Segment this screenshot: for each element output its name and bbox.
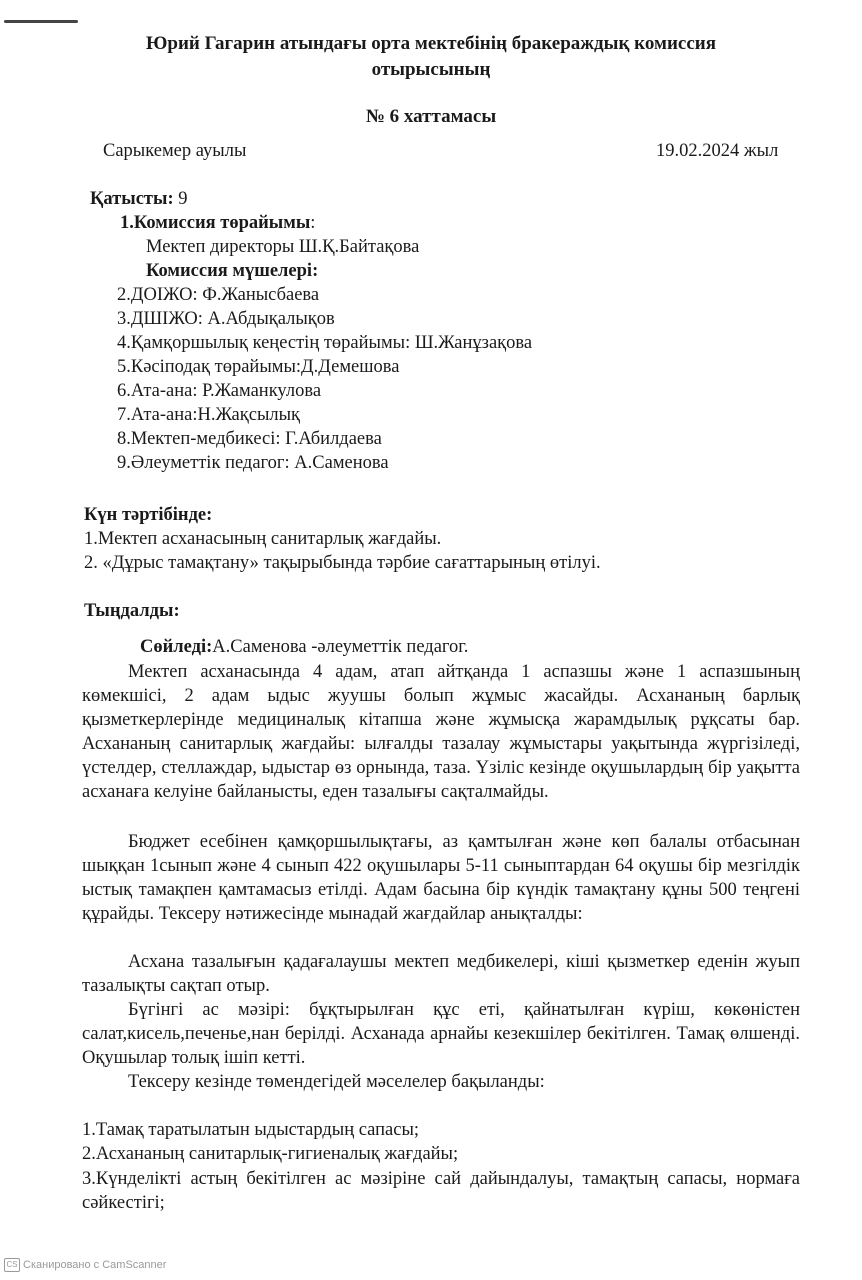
camscanner-logo-icon: CS (4, 1258, 20, 1272)
checklist-item: 1.Тамақ таратылатын ыдыстардың сапасы; (82, 1120, 420, 1140)
heard-label: Тыңдалды: (84, 601, 180, 621)
member-item: 6.Ата-ана: Р.Жаманкулова (117, 381, 322, 401)
protocol-date: 19.02.2024 жыл (656, 141, 779, 161)
scan-mark (4, 20, 78, 23)
paragraph: Мектеп асханасында 4 адам, атап айтқанда 1 аспазшы және 1 аспазшының көмекшісі, 2 адам ыдыс жуушы болып жұмыс жасайды. Асхананың барлық қызметкерлерінде медициналық кітапша және жұмысқа жарамдылық рұқсаты бар. Асхананың санитарлық жағдайы: ылғалды тазалау жұмыстары уақытында жүргізіледі, үстелдер, стеллаждар, ыдыстар өз орнында, таза. Үзіліс кезінде оқушылардың бір уақытта асханаға келуіне байланысты, еден тазалығы сақталмайды. (82, 662, 800, 802)
protocol-number: № 6 хаттамасы (365, 106, 497, 127)
agenda-item: 1.Мектеп асханасының санитарлық жағдайы. (84, 529, 442, 549)
speaker-name: А.Саменова -әлеуметтік педагог. (212, 637, 469, 657)
attendance-label: Қатысты: (90, 189, 174, 209)
agenda-label: Күн тәртібінде: (84, 505, 213, 525)
member-item: 7.Ата-ана:Н.Жақсылық (117, 405, 301, 425)
attendance-count: 9 (173, 189, 188, 209)
paragraph: Бүгінгі ас мәзірі: бұқтырылған құс еті, қайнатылған күріш, көкөністен салат,кисель,печенье,нан берілді. Асханада арнайы кезекшілер бекітілген. Тамақ өлшенді. Оқушылар толық ішіп кетті. (82, 1000, 800, 1068)
members-label: Комиссия мүшелері: (146, 261, 319, 281)
camscanner-watermark (4, 1258, 166, 1272)
document-title-line1: Юрий Гагарин атындағы орта мектебінің бракераждық комиссия (145, 33, 716, 54)
attendance-line (90, 188, 188, 211)
member-item: 5.Кәсіподақ төрайымы:Д.Демешова (117, 357, 400, 377)
member-item: 4.Қамқоршылық кеңестің төрайымы: Ш.Жанұзақова (117, 333, 533, 353)
paragraph: Тексеру кезінде төмендегідей мәселелер бақыланды: (128, 1072, 545, 1092)
member-item: 3.ДШІЖО: А.Абдықалықов (117, 309, 335, 329)
chair-colon: : (310, 213, 316, 233)
paragraph: Бюджет есебінен қамқоршылықтағы, аз қамтылған және көп балалы отбасынан шыққан 1сынып және 4 сынып 422 оқушылары 5-11 сыныптардан 64 оқушы бір мезгілдік ыстық тамақпен қамтамасыз етілді. Адам басына бір күндік тамақтану құны 500 теңгені құрайды. Тексеру нәтижесінде мынадай жағдайлар анықталды: (82, 832, 800, 924)
village-name: Сарыкемер ауылы (103, 141, 247, 161)
checklist-item: 2.Асхананың санитарлық-гигиеналық жағдайы; (82, 1144, 459, 1164)
chair-label: 1.Комиссия төрайымы (120, 213, 311, 233)
member-item: 8.Мектеп-медбикесі: Г.Абилдаева (117, 429, 382, 449)
member-item: 2.ДОІЖО: Ф.Жанысбаева (117, 285, 320, 305)
agenda-item: 2. «Дұрыс тамақтану» тақырыбында тәрбие сағаттарының өтілуі. (84, 553, 601, 573)
chair-name: Мектеп директоры Ш.Қ.Байтақова (146, 237, 420, 257)
checklist-item: 3.Күнделікті астың бекітілген ас мәзіріне сай дайындалуы, тамақтың сапасы, нормаға сәйкестігі; (82, 1169, 800, 1213)
member-item: 9.Әлеуметтік педагог: А.Саменова (117, 453, 389, 473)
paragraph: Асхана тазалығын қадағалаушы мектеп медбикелері, кіші қызметкер еденін жуып тазалықты сақтап отыр. (82, 952, 800, 996)
speaker-line (140, 636, 468, 659)
watermark-text: Сканировано с CamScanner (23, 1258, 167, 1271)
speaker-label: Сөйледі: (140, 637, 213, 657)
document-title-line2: отырысының (371, 59, 491, 80)
chair-line (120, 212, 315, 235)
